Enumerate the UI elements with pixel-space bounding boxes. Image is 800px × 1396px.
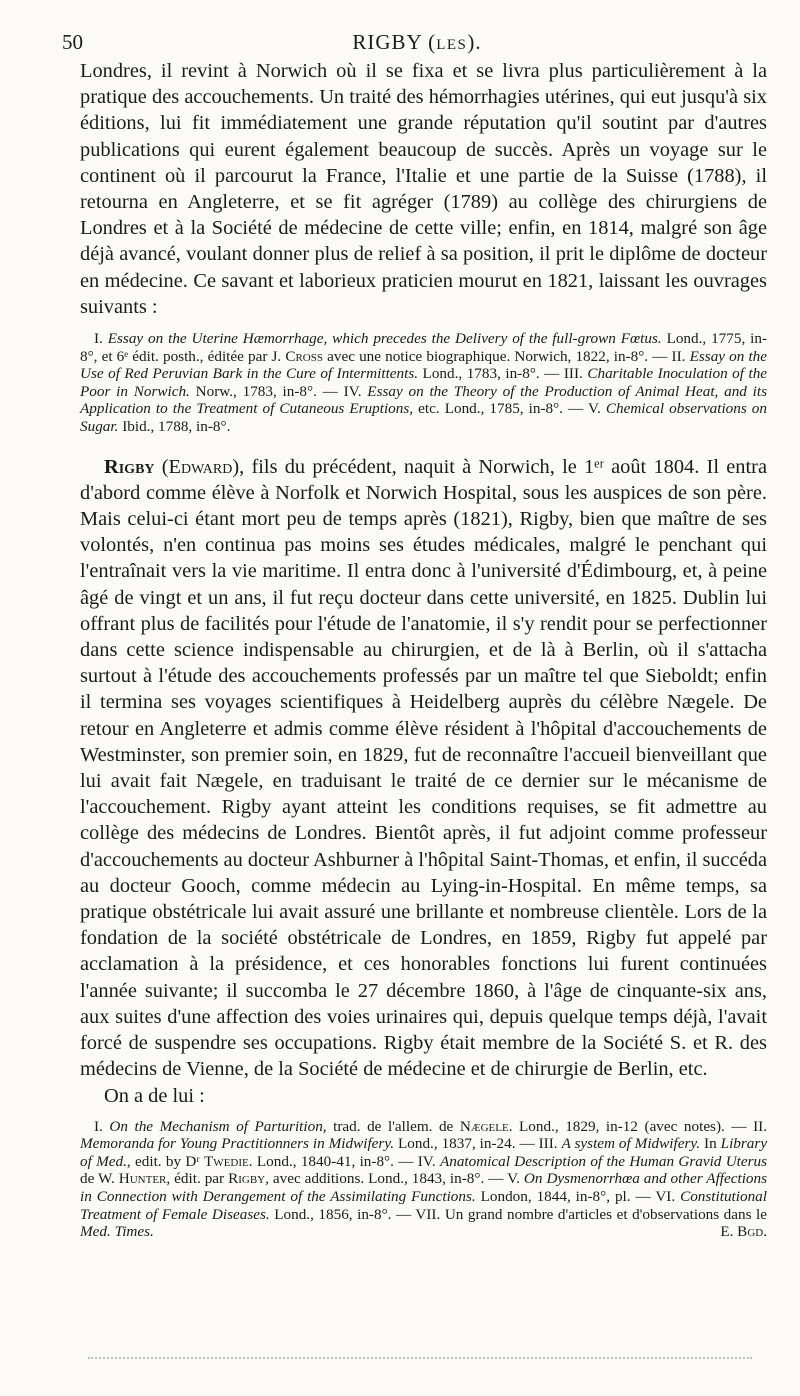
work-number: III. (563, 365, 583, 383)
work-number: II. (671, 347, 686, 365)
work-details: Lond., 1837, in-24. — (397, 1135, 535, 1153)
article-body (80, 58, 767, 1241)
author-signature: E. Bgd. (720, 1223, 767, 1241)
work-title: Essay on the Use of Red Peruvian Bark in the Cure of Intermittents. (80, 347, 768, 383)
work-title: A system of Midwifery. (561, 1135, 701, 1153)
entry-firstname: (Edward) (161, 455, 240, 478)
work-title: Constitutional Treatment of Female Diseases. (80, 1188, 767, 1223)
running-head-small: les (436, 30, 468, 54)
works-intro: On a de lui : (104, 1085, 205, 1108)
work-title: Charitable Inoculation of the Poor in Norwich. (80, 365, 768, 400)
work-number: IV. (343, 382, 362, 400)
work-title: Chemical observations on Sugar. (80, 400, 767, 435)
journal-title: Med. Times. (80, 1223, 154, 1241)
work-details: Norw., 1783, in-8°. — (195, 382, 338, 400)
running-head-end: ). (467, 30, 482, 54)
author-name: Nægele (459, 1117, 509, 1135)
footer-rule (88, 1357, 752, 1361)
work-title: Essay on the Theory of the Production of Animal Heat, and its Application to the Treatment of Cutaneous Eruptions, (80, 382, 768, 418)
entry-headword: Rigby (104, 455, 155, 478)
work-title: Essay on the Uterine Hæmorrhage, which precedes the Delivery of the full-grown Fœtus. (107, 330, 662, 348)
editor-name: Cross (285, 347, 323, 365)
work-details: etc. Lond., 1785, in-8°. — (418, 400, 584, 418)
work-details: In (704, 1135, 717, 1153)
work-title: Memoranda for Young Practitionners in Midwifery. (80, 1135, 395, 1153)
entry-rigby-father-paragraph: Londres, il revint à Norwich où il se fixa et se livra plus particulièrement à la pratique des accouchements. Un traité des hémorrhagies utérines, qui eut jusqu'à six éditions, lui fit immédiatement une grande réputation qu'il soutint par d'autres publications qui eurent également beaucoup de succès. Après un voyage sur le continent où il parcourut la France, l'Italie et une partie de la Suisse (1788), il retourna en Angleterre, et se fit agréger (1789) au collège des chirurgiens de Londres et à la Société de médecine de cette ville; enfin, en 1814, malgré son âge déjà avancé, voulant donner plus de relief à sa position, il prit le diplôme de docteur en médecine. Ce savant et laborieux praticien mourut en 1821, laissant les ouvrages suivants : (80, 60, 767, 318)
work-details: , avec additions. Lond., 1843, in-8°. — (265, 1170, 504, 1188)
editor-name: Rigby (228, 1170, 266, 1188)
entry-rigby-father-bibliography (80, 330, 767, 436)
work-details: de W. (80, 1170, 115, 1188)
author-name: Hunter (118, 1170, 167, 1188)
work-details: avec une notice biographique. Norwich, 1822, in-8°. — (327, 347, 668, 365)
entry-rigby-edward-paragraph (80, 454, 767, 1083)
entry-rigby-edward-bibliography (80, 1118, 767, 1241)
work-number: V. (507, 1170, 520, 1188)
work-number: I. (94, 330, 103, 348)
running-head (62, 28, 772, 56)
work-number: VI. (655, 1188, 676, 1206)
work-number: IV. (417, 1152, 436, 1170)
work-number: VII. (415, 1205, 441, 1223)
work-details: Un grand nombre d'articles et d'observations dans le (444, 1205, 767, 1223)
work-details: Ibid., 1788, in-8°. (122, 418, 231, 435)
work-details: trad. de l'allem. de (333, 1117, 454, 1135)
work-details: , edit. by Dʳ (126, 1152, 200, 1170)
work-details: Lond., 1783, in-8°. — (422, 365, 560, 383)
running-head-main: RIGBY ( (352, 30, 437, 54)
work-number: I. (94, 1117, 103, 1135)
work-title: On Dysmenorrhœa and other Affections in Connection with Derangement of the Assimilating Functions. (80, 1170, 768, 1206)
work-details: . Lond., 1840-41, in-8°. — (248, 1152, 414, 1170)
editor-name: Twedie (204, 1152, 249, 1170)
work-number: V. (588, 400, 601, 418)
work-details: Lond., 1775, in-8°, et 6ᵉ édit. posth., éditée par J. (80, 330, 768, 365)
entry-text: , fils du précédent, naquit à Norwich, le 1ᵉʳ août 1804. Il entra d'abord comme élève à Norfolk et Norwich Hospital, sous les auspices de son père. Mais celui-ci étant mort peu de temps après (1821), Rigby, bien que maître de ses volontés, n'en continua pas moins ses études médicales, malgré le penchant qui l'entraînait vers la vie maritime. Il entra donc à l'université d'Édimbourg, et, à peine âgé de vingt et un ans, il fut reçu docteur dans cette université, en 1825. Dublin lui offrant plus de facilités pour l'étude de l'anatomie, il s'y rendit pour se perfectionner dans cette science indispensable au chirurgien, et de là à Berlin, où il s'attacha surtout à l'étude des accouchements professés par un maître tel que Sieboldt; enfin il termina ses voyages scientifiques à Heidelberg auprès du célèbre Nægele. De retour en Angleterre et admis comme élève résident à l'hôpital d'accouchements de Westminster, son premier soin, en 1829, fut de reconnaître l'accueil bienveillant que lui avait fait Nægele, en traduisant le traité de ce dernier sur le mécanisme de l'accouchement. Rigby ayant atteint les conditions requises, se fit admettre au collège des médecins de Londres. Bientôt après, il fut adjoint comme professeur d'accouchements au docteur Ashburner à l'hôpital Saint-Thomas, et enfin, il succéda au docteur Gooch, comme médecin au Lying-in-Hospital. En même temps, sa pratique obstétricale lui avait assuré une brillante et nombreuse clientèle. Lors de la fondation de la société obstétricale de Londres, en 1859, Rigby fut appelé par acclamation à la présidence, et ces honorables fonctions lui furent continuées l'année suivante; il succomba le 27 décembre 1860, à l'âge de cinquante-six ans, aux suites d'une affection des voies urinaires qui, depuis quelque temps déjà, l'avait forcé de suspendre ses occupations. Rigby était membre de la Société S. et R. des médecins de Vienne, de la Société de médecine et de chirurgie de Berlin, etc. (80, 455, 767, 1081)
work-title: On the Mechanism of Parturition, (109, 1117, 327, 1135)
work-title: Anatomical Description of the Human Gravid Uterus (439, 1152, 768, 1170)
work-details: , édit. par (166, 1170, 225, 1188)
page-number: 50 (62, 30, 83, 54)
series-title: Library of Med. (80, 1135, 768, 1170)
work-details: Lond., 1856, in-8°. — (274, 1205, 412, 1223)
work-details: London, 1844, in-8°, pl. — (480, 1188, 651, 1206)
work-number: II. (753, 1117, 767, 1135)
page-header (62, 28, 772, 56)
work-number: III. (538, 1135, 558, 1153)
work-details: . Lond., 1829, in-12 (avec notes). — (508, 1117, 747, 1135)
